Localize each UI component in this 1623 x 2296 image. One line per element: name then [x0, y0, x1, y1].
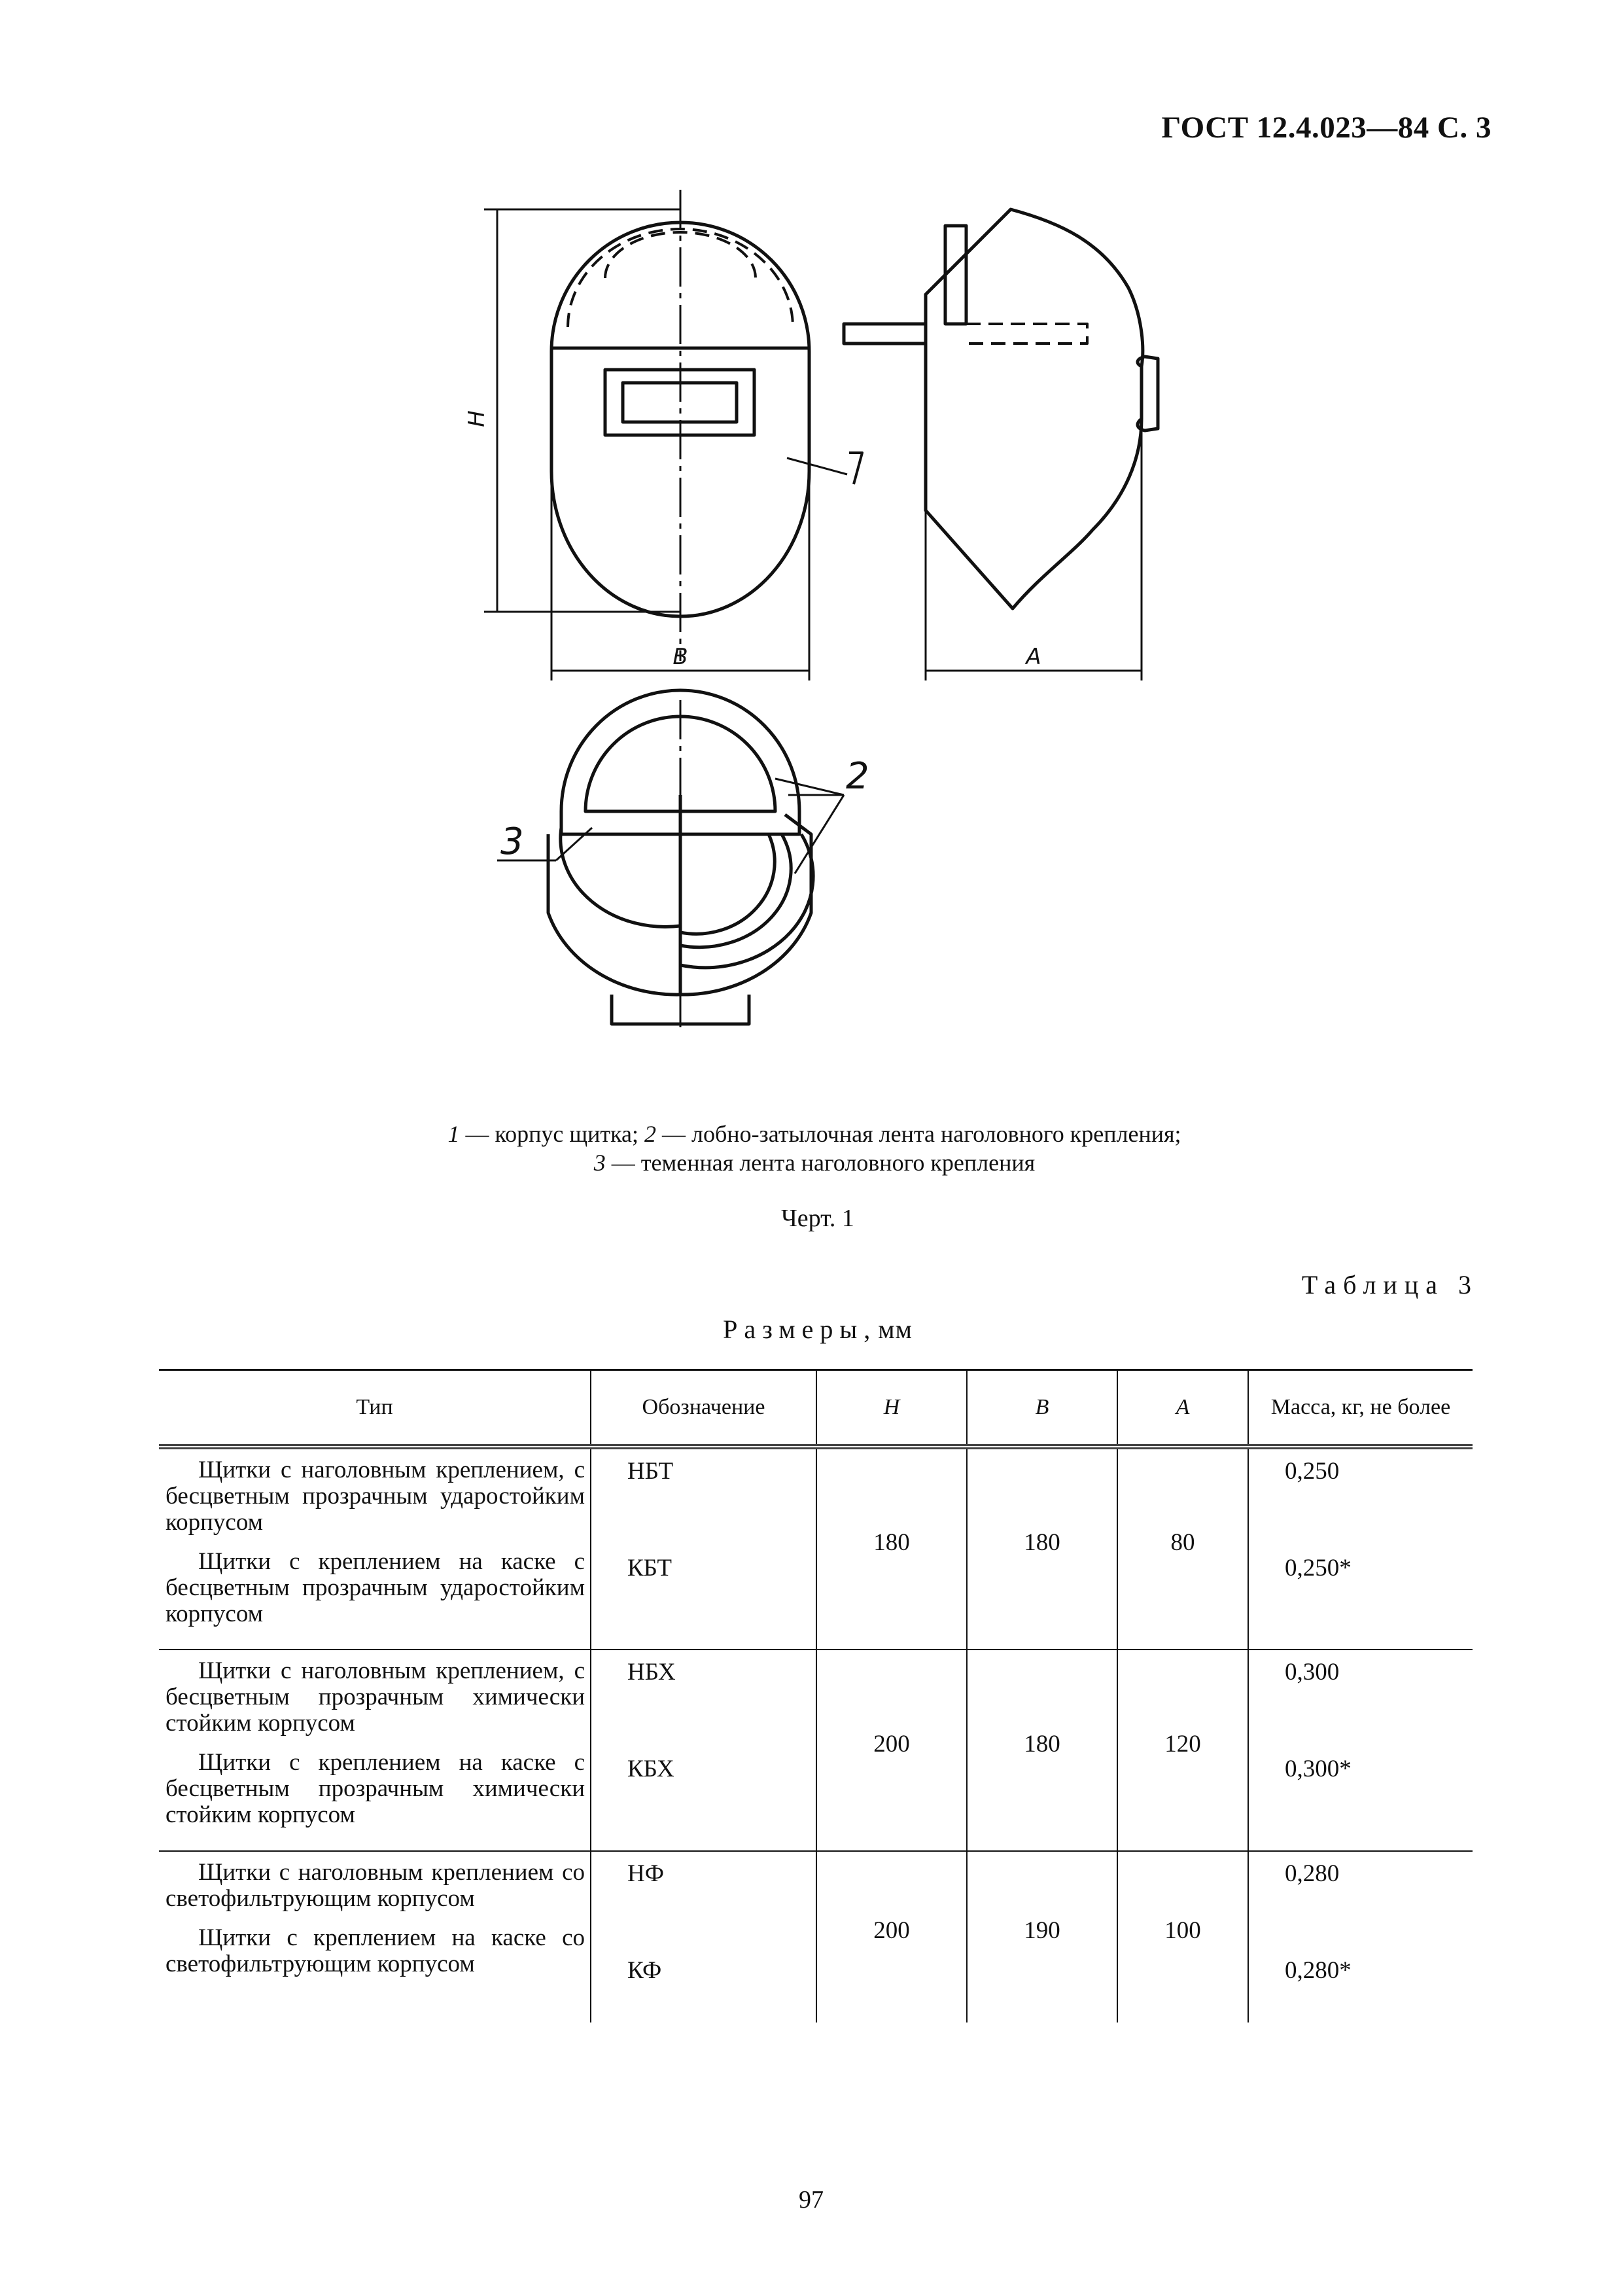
b-cell: 180: [967, 1650, 1117, 1851]
units-suffix: , мм: [864, 1315, 913, 1344]
table-header-row: [159, 1370, 1473, 1447]
header-h: H: [816, 1370, 967, 1447]
shield-body-side: [926, 209, 1143, 609]
mass-cell: 0,250 0,250*: [1248, 1447, 1473, 1650]
designation-cell: НБТ КБТ: [591, 1447, 816, 1650]
callout-3: 3: [500, 821, 524, 863]
drawing-legend-line-2: [275, 1149, 1354, 1176]
mass-cell: 0,300 0,300*: [1248, 1650, 1473, 1851]
h-cell: 200: [816, 1851, 967, 2022]
units-word: Размеры: [723, 1315, 864, 1344]
front-view: [551, 222, 862, 616]
top-view-outer-left: [548, 795, 680, 995]
legend-text-2: — лобно-затылочная лента наголовного крепления;: [656, 1121, 1181, 1147]
label-b: B: [672, 644, 688, 670]
side-strap-dashed: [966, 324, 1087, 344]
designation-cell: НБХ КБХ: [591, 1650, 816, 1851]
technical-drawing: [0, 0, 1623, 1060]
label-a: A: [1026, 644, 1041, 670]
table-row: [159, 1851, 1473, 2022]
header-designation: Обозначение: [591, 1370, 816, 1447]
header-b: B: [967, 1370, 1117, 1447]
label-h: H: [464, 410, 490, 427]
dimensions-table: [159, 1369, 1473, 2022]
side-dimensions: [926, 432, 1142, 680]
callout-2: 2: [846, 755, 869, 798]
side-view: [844, 209, 1158, 609]
page-header: ГОСТ 12.4.023—84 С. 3: [1161, 111, 1492, 145]
side-horizontal-strap: [844, 324, 926, 344]
legend-number-1: 1: [447, 1121, 460, 1147]
designation-cell: НФ КФ: [591, 1851, 816, 2022]
table-row: [159, 1650, 1473, 1851]
type-cell: Щитки с наголовным креплением, с бесцветным прозрачным ударостойким корпусом Щитки с креплением на каске с бесцветным прозрачным ударостойким корпусом: [159, 1447, 591, 1650]
a-cell: 80: [1117, 1447, 1248, 1650]
header-mass: Масса, кг, не более: [1248, 1370, 1473, 1447]
figure-caption: Черт. 1: [781, 1205, 854, 1232]
table-row: [159, 1447, 1473, 1650]
legend-text-1: — корпус щитка;: [459, 1121, 645, 1147]
table-units: [589, 1314, 1047, 1345]
leader-line-2a: [775, 779, 844, 795]
side-top-strap: [945, 226, 966, 324]
h-cell: 200: [816, 1650, 967, 1851]
legend-text-3: — теменная лента наголовного крепления: [605, 1150, 1036, 1176]
drawing-legend-line-1: [275, 1120, 1354, 1148]
callout-1-glyph: [849, 453, 862, 484]
type-cell: Щитки с наголовным креплением со светофильтрующим корпусом Щитки с креплением на каске со светофильтрующим корпусом: [166, 1859, 585, 1977]
page-number: 97: [799, 2186, 824, 2214]
legend-number-3: 3: [593, 1150, 606, 1176]
header-a: A: [1117, 1370, 1248, 1447]
mass-cell: 0,280 0,280*: [1248, 1851, 1473, 2022]
table-label: Таблица 3: [1301, 1270, 1478, 1299]
a-cell: 100: [1117, 1851, 1248, 2022]
a-cell: 120: [1117, 1650, 1248, 1851]
b-cell: 180: [967, 1447, 1117, 1650]
header-type: Тип: [159, 1370, 591, 1447]
top-view-inner-curve: [561, 828, 680, 927]
top-view: [497, 690, 844, 1034]
leader-line-1: [787, 458, 847, 474]
h-cell: 180: [816, 1447, 967, 1650]
back-strap-inner: [680, 834, 775, 934]
legend-number-2: 2: [644, 1121, 657, 1147]
b-cell: 190: [967, 1851, 1117, 2022]
type-cell: Щитки с наголовным креплением, с бесцветным прозрачным химически стойким корпусом Щитки с креплением на каске с бесцветным прозрачным химически стойким корпусом: [159, 1650, 591, 1851]
